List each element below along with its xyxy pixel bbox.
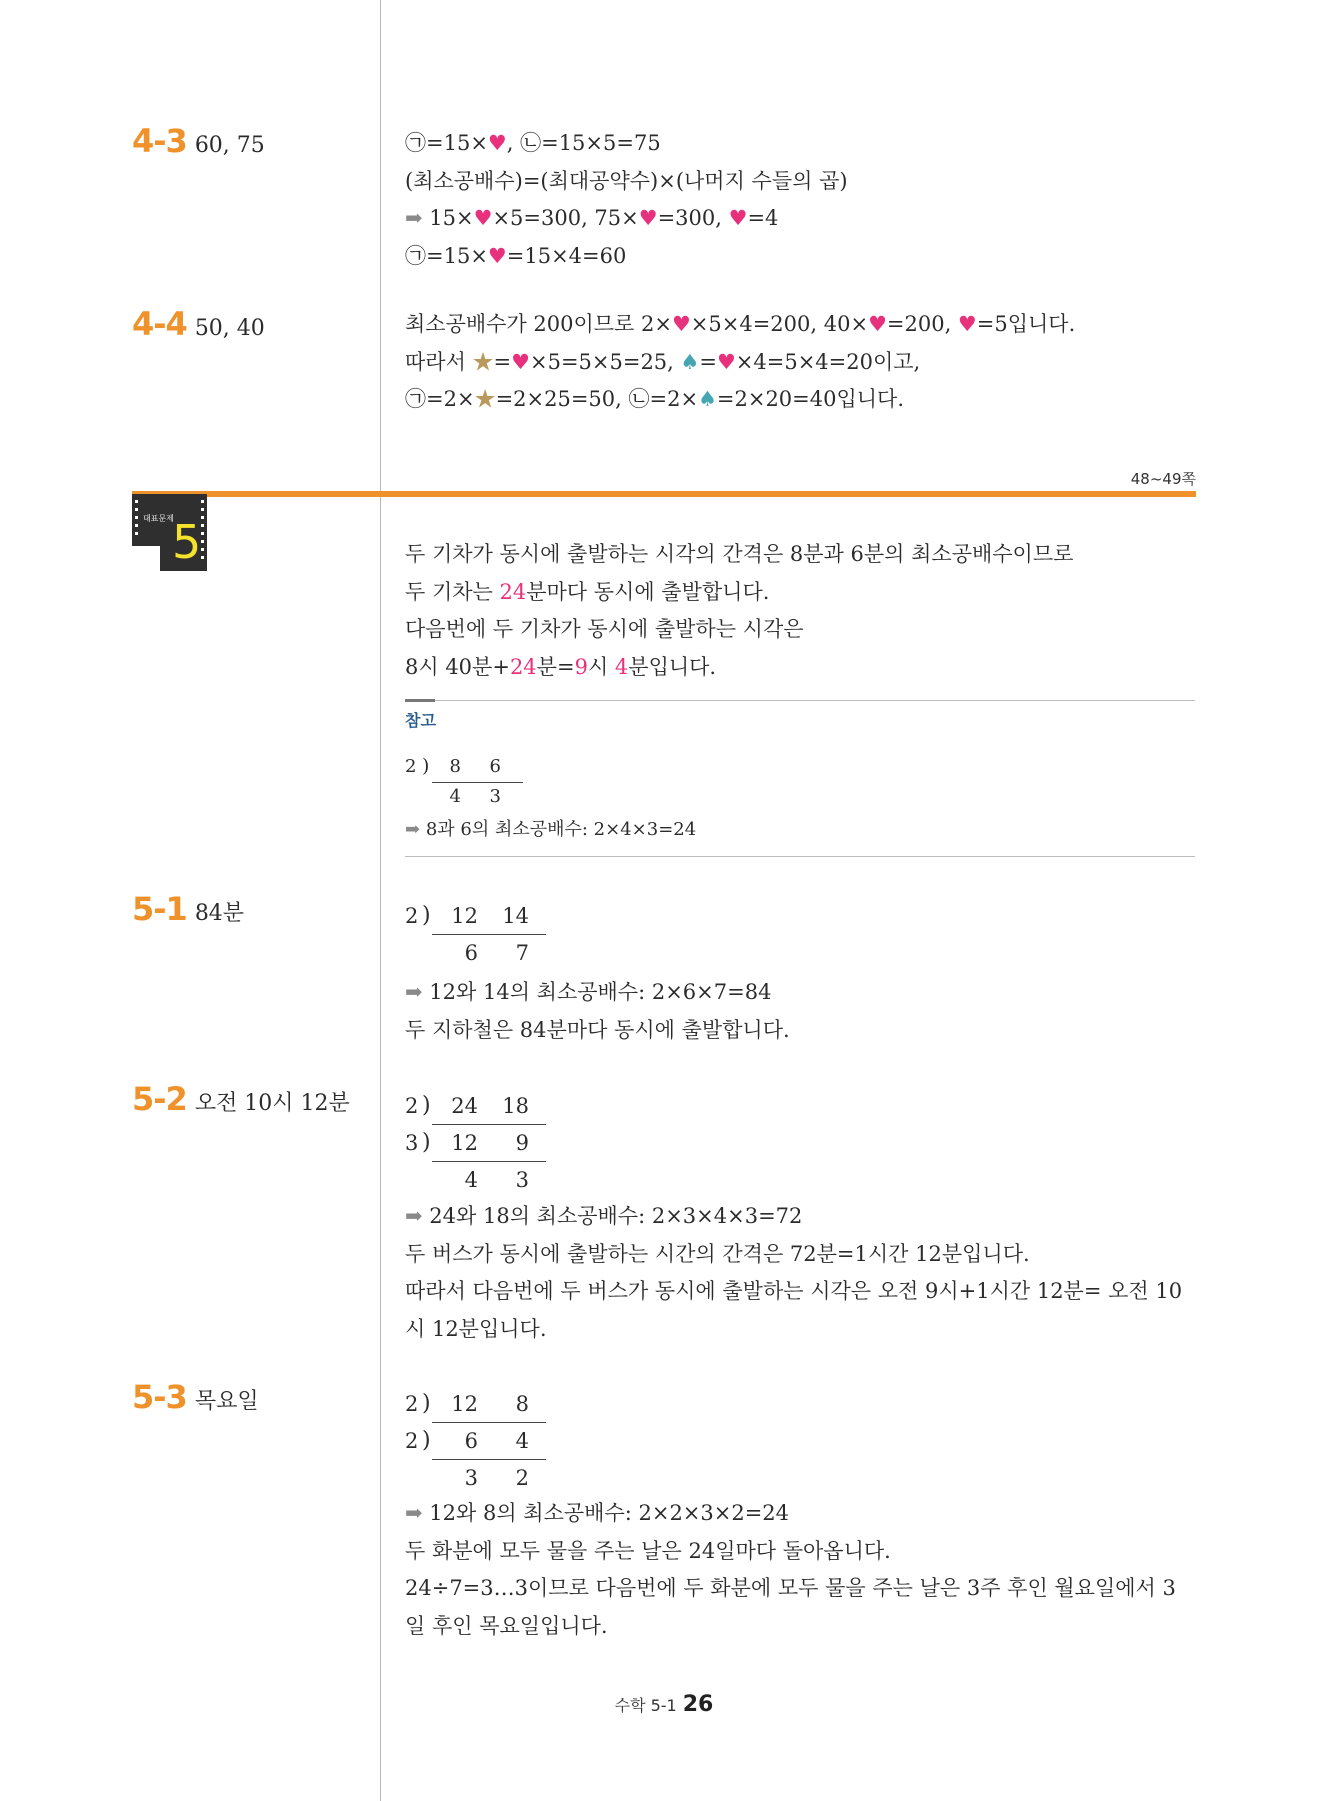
solution-line: (최소공배수)=(최대공약수)×(나머지 수들의 곱) xyxy=(405,168,848,193)
division-bracket: ) xyxy=(422,1428,431,1453)
divisor: 2 xyxy=(405,904,419,928)
division-bracket: ) xyxy=(422,1130,431,1155)
badge-number: 5 xyxy=(172,515,202,569)
spade-icon: ♠ xyxy=(680,349,700,374)
solution-line: 일 후인 목요일입니다. xyxy=(405,1613,608,1638)
arrow-icon: ➡ xyxy=(405,1501,423,1525)
book-label: 수학 5-1 xyxy=(614,1696,677,1715)
solution-line: 따라서 ★=♥×5=5×5=25, ♠=♥×4=5×4=20이고, xyxy=(405,349,921,374)
division-cell: 9 xyxy=(515,1131,529,1155)
heart-icon: ♥ xyxy=(671,312,691,336)
division-cell: 14 xyxy=(502,904,529,928)
problem-4-4-solution xyxy=(405,306,1205,419)
problem-answer: 60, 75 xyxy=(194,133,265,158)
solution-line xyxy=(405,1495,1205,1533)
solution-line: ㉠=15×♥=15×4=60 xyxy=(405,243,627,268)
division-bracket: ) xyxy=(422,1391,431,1416)
note-bottom-border xyxy=(405,856,1195,857)
division-bracket: ) xyxy=(422,755,430,777)
note-result-text: 8과 6의 최소공배수: 2×4×3=24 xyxy=(425,819,697,840)
problem-number: 4-4 xyxy=(132,305,187,343)
problem-number: 5-3 xyxy=(132,1378,187,1416)
arrow-icon: ➡ xyxy=(405,206,423,230)
divisor: 2 xyxy=(405,1094,419,1118)
star-icon: ★ xyxy=(472,349,494,374)
division-cell: 4 xyxy=(515,1429,529,1453)
heart-icon: ♥ xyxy=(728,206,748,230)
solution-line: ㉠=2×★=2×25=50, ㉡=2×♠=2×20=40입니다. xyxy=(405,387,905,411)
division-cell: 6 xyxy=(464,1429,478,1453)
solution-line: 두 화분에 모두 물을 주는 날은 24일마다 돌아옵니다. xyxy=(405,1538,891,1563)
division-cell: 8 xyxy=(515,1392,529,1416)
arrow-icon: ➡ xyxy=(405,980,423,1004)
lcm-result: 12와 8의 최소공배수: 2×2×3×2=24 xyxy=(429,1501,790,1525)
solution-line: 다음번에 두 기차가 동시에 출발하는 시각은 xyxy=(405,617,804,641)
problem-5-2-label xyxy=(132,1080,350,1118)
divisor: 3 xyxy=(405,1131,419,1155)
problem-answer: 50, 40 xyxy=(194,316,265,341)
problem-5-2-solution xyxy=(405,1198,1205,1348)
heart-icon: ♥ xyxy=(868,312,887,336)
page-reference: 48~49쪽 xyxy=(1130,470,1196,488)
heart-icon: ♥ xyxy=(487,243,507,268)
division-cell: 3 xyxy=(515,1168,529,1192)
division-cell: 12 xyxy=(451,904,478,928)
division-cell: 12 xyxy=(451,1131,478,1155)
problem-answer: 84분 xyxy=(194,901,245,926)
problem-4-3-label xyxy=(132,122,265,160)
solution-line xyxy=(405,974,1205,1012)
division-cell: 6 xyxy=(489,756,501,777)
arrow-icon: ➡ xyxy=(405,1204,423,1228)
section-divider-bar xyxy=(132,491,1196,497)
spade-icon: ♠ xyxy=(698,387,717,411)
solution-line: 최소공배수가 200이므로 2×♥×5×4=200, 40×♥=200, ♥=5입니다. xyxy=(405,312,1076,336)
solution-line xyxy=(405,1198,1205,1236)
problem-4-4-label xyxy=(132,305,265,343)
division-cell: 12 xyxy=(451,1392,478,1416)
page-number: 26 xyxy=(682,1692,714,1717)
problem-number: 5-2 xyxy=(132,1080,187,1118)
heart-icon: ♥ xyxy=(716,349,736,374)
solution-line: 두 지하철은 84분마다 동시에 출발합니다. xyxy=(405,1017,790,1042)
division-cell: 18 xyxy=(502,1094,529,1118)
solution-line: 두 기차는 24분마다 동시에 출발합니다. xyxy=(405,579,770,604)
heart-icon: ♥ xyxy=(511,349,530,374)
division-cell: 3 xyxy=(464,1466,478,1490)
solution-line: 따라서 다음번에 두 버스가 동시에 출발하는 시각은 오전 9시+1시간 12분= 오전 10 xyxy=(405,1279,1183,1303)
division-cell: 2 xyxy=(515,1466,529,1490)
highlight-number: 24 xyxy=(509,654,537,679)
lcm-result: 24와 18의 최소공배수: 2×3×4×3=72 xyxy=(429,1204,803,1228)
division-cell: 4 xyxy=(449,786,461,807)
problem-answer: 목요일 xyxy=(194,1389,259,1414)
heart-icon: ♥ xyxy=(487,131,507,155)
division-cell: 4 xyxy=(464,1168,478,1192)
representative-problem-5-solution xyxy=(405,536,1205,686)
divisor: 2 xyxy=(405,1429,419,1453)
heart-icon: ♥ xyxy=(473,206,493,230)
solution-line: 두 버스가 동시에 출발하는 시간의 간격은 72분=1시간 12분입니다. xyxy=(405,1241,1030,1266)
representative-problem-5-badge xyxy=(132,494,207,571)
heart-icon: ♥ xyxy=(957,312,977,336)
division-cell: 24 xyxy=(451,1094,478,1118)
problem-5-1-solution xyxy=(405,974,1205,1049)
note-top-border xyxy=(405,700,1195,701)
arrow-icon: ➡ xyxy=(405,819,421,840)
solution-line: ➡ 15×♥×5=300, 75×♥=300, ♥=4 xyxy=(405,206,779,230)
division-cell: 3 xyxy=(489,786,501,807)
page-footer xyxy=(0,1692,1328,1717)
badge-label: 대표문제 xyxy=(143,514,174,523)
note-result xyxy=(405,815,1205,845)
division-bracket: ) xyxy=(422,903,431,928)
division-cell: 6 xyxy=(464,941,478,965)
highlight-number: 9 xyxy=(574,654,588,679)
note-tab xyxy=(405,699,435,702)
problem-number: 4-3 xyxy=(132,122,187,160)
lcm-result: 12와 14의 최소공배수: 2×6×7=84 xyxy=(429,980,772,1004)
division-cell: 7 xyxy=(515,941,529,965)
highlight-number: 24 xyxy=(499,579,527,604)
column-divider xyxy=(380,0,381,1801)
division-cell: 8 xyxy=(449,756,461,777)
problem-4-3-solution xyxy=(405,125,1205,275)
note-result-line xyxy=(405,815,1205,845)
solution-line: ㉠=15×♥, ㉡=15×5=75 xyxy=(405,131,661,155)
solution-line: 8시 40분+24분=9시 4분입니다. xyxy=(405,654,717,679)
highlight-number: 4 xyxy=(614,654,629,679)
divisor: 2 xyxy=(405,756,417,777)
problem-number: 5-1 xyxy=(132,890,187,928)
star-icon: ★ xyxy=(474,387,496,411)
division-bracket: ) xyxy=(422,1093,431,1118)
problem-5-1-label xyxy=(132,890,244,928)
divisor: 2 xyxy=(405,1392,419,1416)
problem-5-3-label xyxy=(132,1378,259,1416)
solution-line: 24÷7=3…3이므로 다음번에 두 화분에 모두 물을 주는 날은 3주 후인 월요일에서 3 xyxy=(405,1576,1176,1600)
note-title: 참고 xyxy=(405,711,436,730)
solution-line: 시 12분입니다. xyxy=(405,1316,547,1341)
problem-5-3-solution xyxy=(405,1495,1205,1645)
problem-answer: 오전 10시 12분 xyxy=(194,1091,350,1116)
heart-icon: ♥ xyxy=(638,206,658,230)
solution-line: 두 기차가 동시에 출발하는 시각의 간격은 8분과 6분의 최소공배수이므로 xyxy=(405,542,1074,566)
